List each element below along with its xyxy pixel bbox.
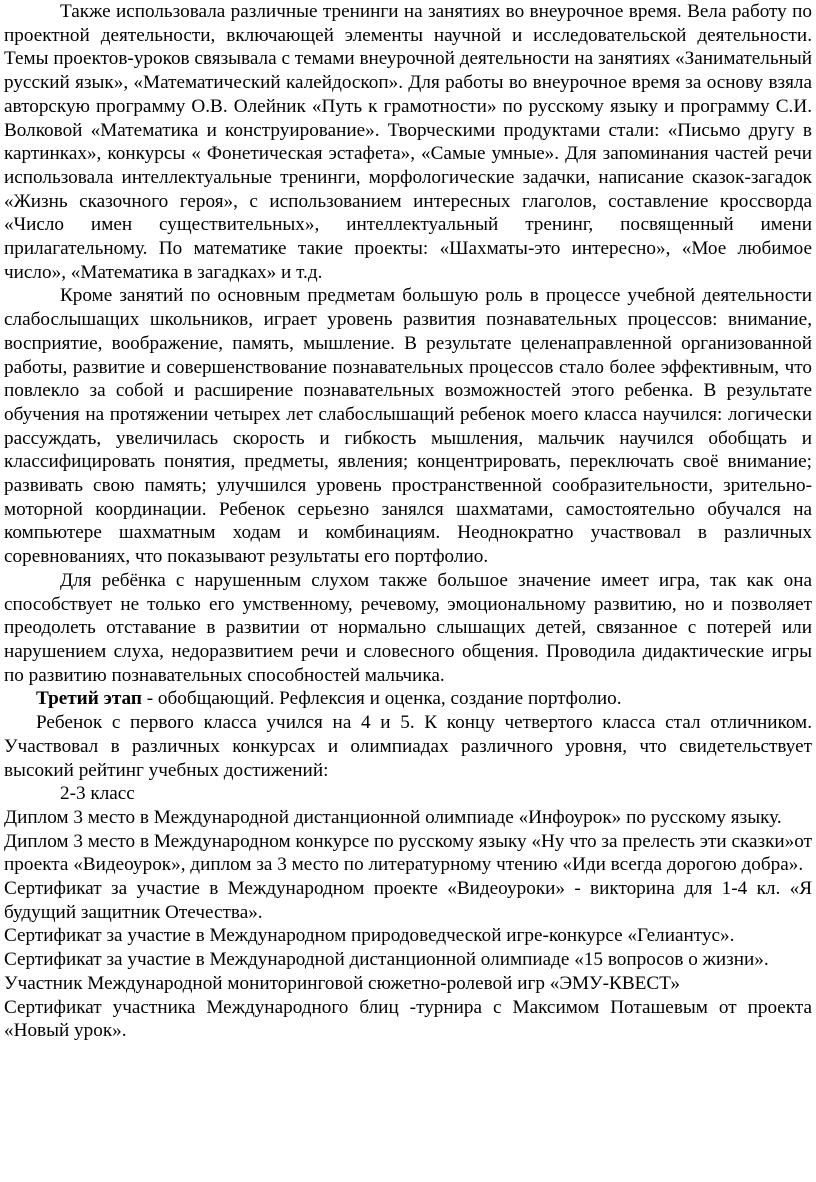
achievement-item: Сертификат за участие в Международном природоведческой игре-конкурсе «Гелиантус». [4,925,735,947]
paragraph-summary: Ребенок с первого класса учился на 4 и 5. К концу четвертого класса стал отличником. Участвовал в различных конкурсах и олимпиадах различного уровня, что свидетельствует высокий рейтинг учебных достижений: [4,712,812,781]
achievement-item: Диплом 3 место в Международном конкурсе по русскому языку «Ну что за прелесть эти сказки»от проекта «Видеоурок», диплом за 3 место по литературному чтению «Иди всегда дорогою добра». [4,830,812,876]
achievement-item: Сертификат за участие в Международном проекте «Видеоуроки» - викторина для 1-4 кл. «Я будущий защитник Отечества». [4,878,812,923]
stage-text: - обобщающий. Рефлексия и оценка, создание портфолио. [141,688,622,710]
stage-title: Третий этап [36,688,142,710]
paragraph-cognitive: Кроме занятий по основным предметам большую роль в процессе учебной деятельности слабослышащих школьников, играет уровень развития познавательных процессов: внимание, восприятие, воображение, память, мышление. В результате целенаправленной организованной работы, развитие и совершенствование познавательных процессов стало более эффективным, что повлекло за собой и расширение познавательных возможностей этого ребенка. В результате обучения на протяжении четырех лет слабослышащий ребенок моего класса научился: логически рассуждать, увеличилась скорость и гибкость мышления, мальчик научился обобщать и классифицировать понятия, предметы, явления; концентрировать, переключать своё внимание; развивать свою память; улучшился уровень пространственной сообразительности, зрительно-моторной координации. Ребенок серьезно занялся шахматами, самостоятельно обучался на компьютере шахматным ходам и комбинациям. Неоднократно участвовал в различных соревнованиях, что показывают результаты его портфолио. [4,285,812,568]
achievement-item: Сертификат за участие в Международной дистанционной олимпиаде «15 вопросов о жизни». [4,949,769,971]
paragraph-games: Для ребёнка с нарушенным слухом также большое значение имеет игра, так как она способствует не только его умственному, речевому, эмоциональному развитию, но и позволяет преодолеть отставание в развитии от нормально слышащих детей, связанное с потерей или нарушением слуха, недоразвитием речи и словесного общения. Проводила дидактические игры по развитию познавательных способностей мальчика. [4,569,812,686]
achievement-item: Сертификат участника Международного блиц -турнира с Максимом Поташевым от проекта «Новый урок». [4,996,812,1042]
achievement-item: Диплом 3 место в Международной дистанционной олимпиаде «Инфоурок» по русскому языку. [4,806,782,828]
achievement-item: Участник Международной мониторинговой сюжетно-ролевой игр «ЭМУ-КВЕСТ» [4,972,680,994]
stage-line [4,687,812,711]
grade-label: 2-3 класс [60,783,135,805]
paragraph-trainings: Также использовала различные тренинги на занятиях во внеурочное время. Вела работу по проектной деятельности, включающей элементы научной и исследовательской деятельности. Темы проектов-уроков связывала с темами внеурочной деятельности на занятиях «Занимательный русский язык», «Математический калейдоскоп». Для работы во внеурочное время за основу взяла авторскую программу О.В. Олейник «Путь к грамотности» по русскому языку и программу С.И. Волковой «Математика и конструирование». Творческими продуктами стали: «Письмо другу в картинках», конкурсы « Фонетическая эстафета», «Самые умные». Для запоминания частей речи использовала интеллектуальные тренинги, морфологические задачки, написание сказок-загадок «Жизнь сказочного героя», с использованием интересных глаголов, составление кроссворда «Число имен существительных», интеллектуальный тренинг, посвященный имени прилагательному. По математике такие проекты: «Шахматы-это интересно», «Мое любимое число», «Математика в загадках» и т.д. [4,1,812,283]
